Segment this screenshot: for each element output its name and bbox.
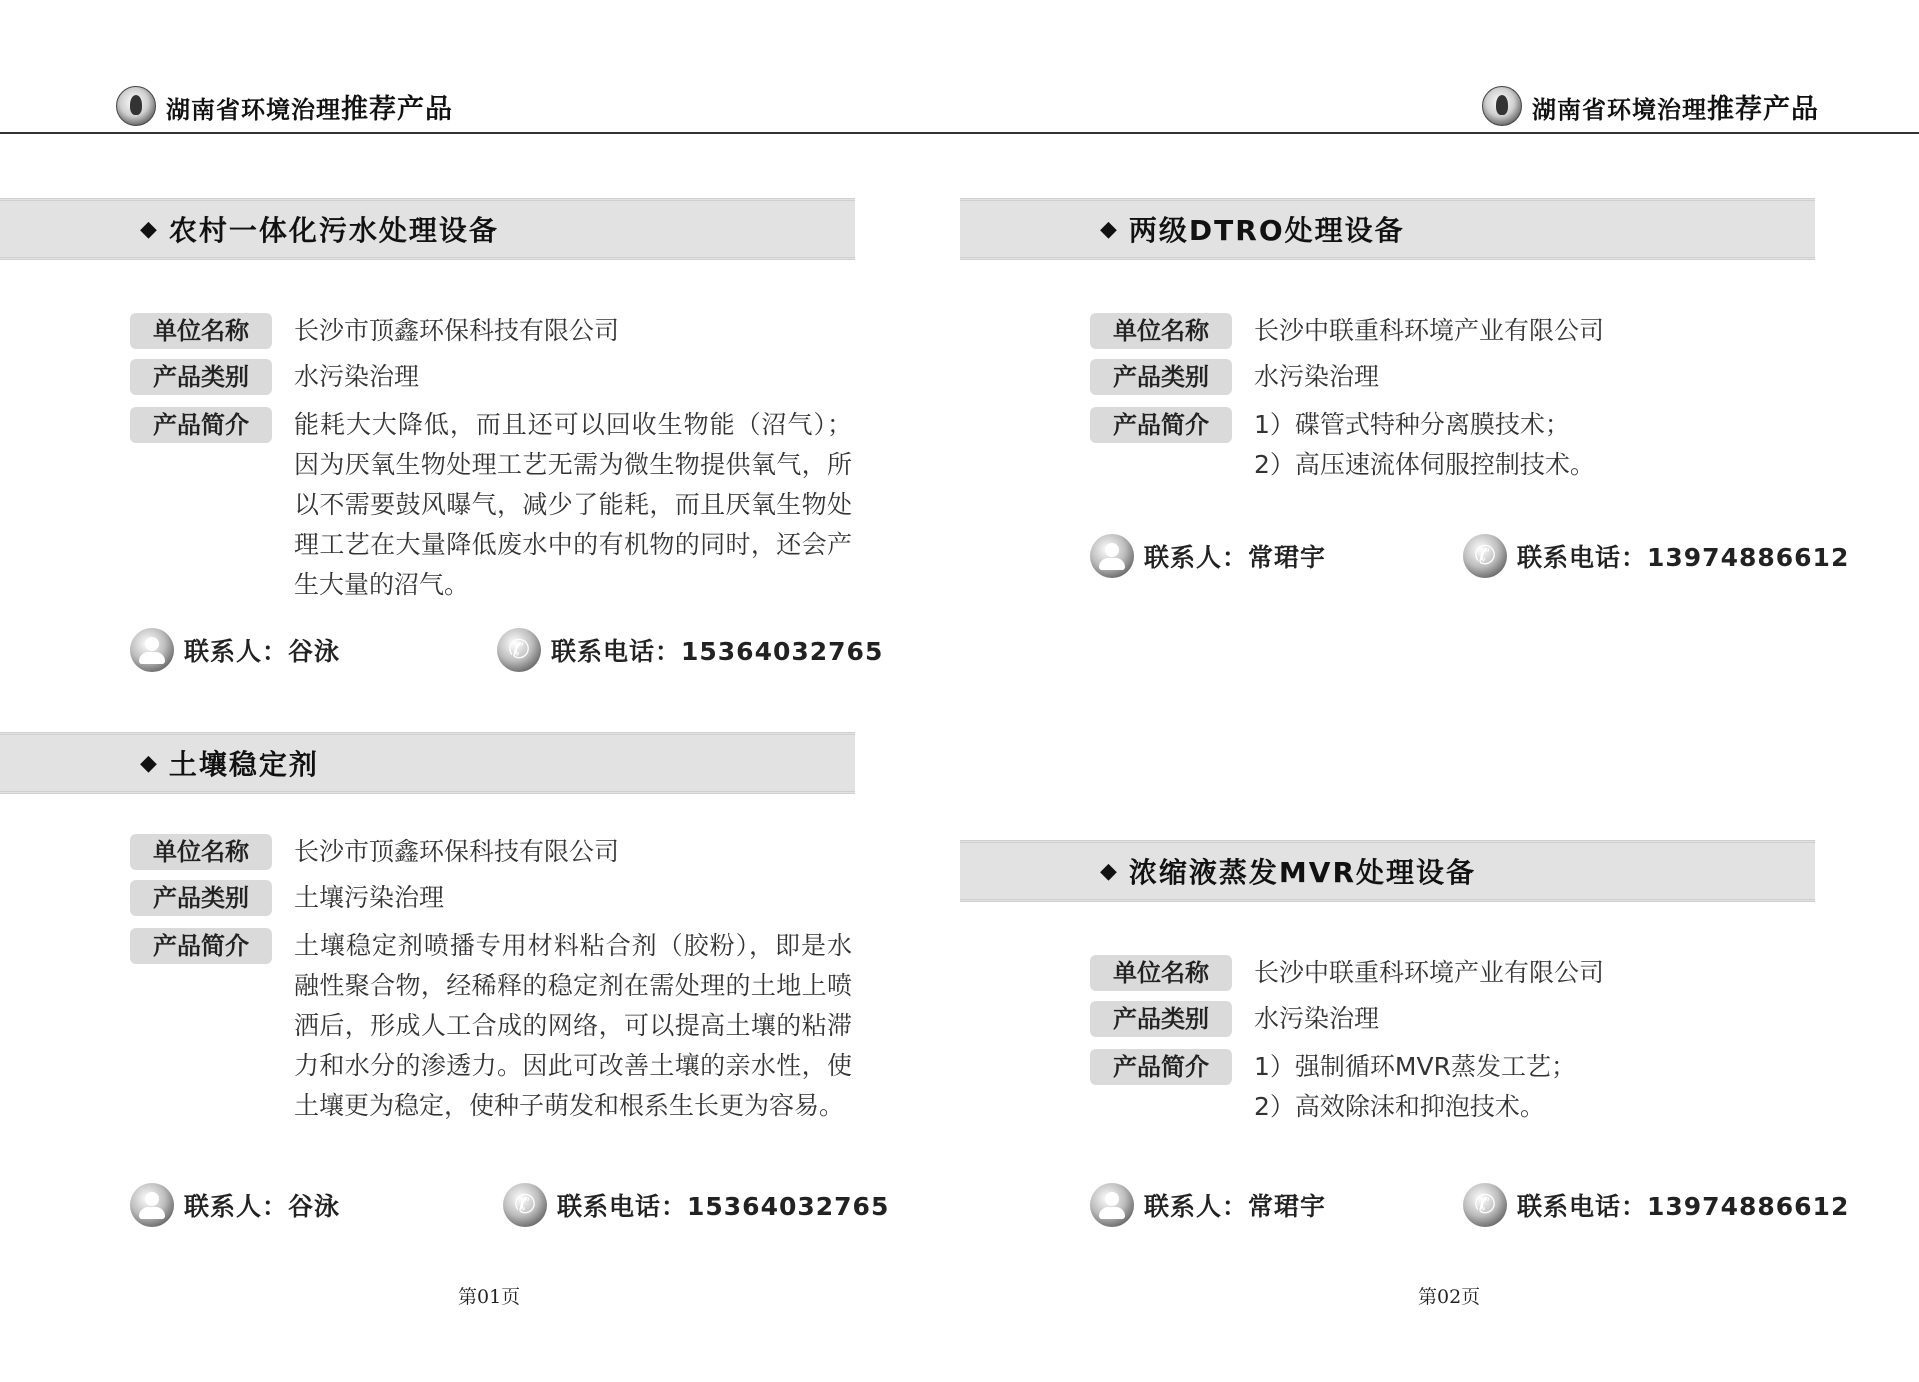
intro-line: 2）高压速流体伺服控制技术。 [1254,450,1595,479]
product-title: 浓缩液蒸发MVR处理设备 [1128,856,1477,889]
unit-value: 长沙市顶鑫环保科技有限公司 [294,837,620,866]
intro-row [130,928,852,1126]
person-icon [130,628,174,672]
category-value: 水污染治理 [294,362,420,391]
intro-row [1090,407,1814,485]
diamond-bullet-icon: ◆ [1100,216,1117,242]
contact-phone-text: 联系电话：15364032765 [557,1192,890,1221]
unit-label: 单位名称 [1090,313,1232,349]
contact-phone-text: 联系电话：13974886612 [1517,543,1850,572]
contact-phone-text: 联系电话：15364032765 [551,637,884,666]
header-title [1532,87,1819,126]
product-title-band [0,732,855,794]
contact-person [1090,1183,1326,1227]
intro-row [130,407,852,605]
header-title-strong: 推荐产品 [341,93,453,125]
unit-value: 长沙市顶鑫环保科技有限公司 [294,316,620,345]
contact-person-text: 联系人：常珺宇 [1144,543,1327,572]
contact-phone [1463,1183,1849,1227]
product-card [960,840,1815,902]
category-label: 产品类别 [130,359,272,395]
category-value: 水污染治理 [1254,362,1380,391]
logo-icon [116,86,156,126]
unit-label: 单位名称 [1090,955,1232,991]
header-left [116,86,453,126]
header-right [1482,86,1819,126]
header-title [166,87,453,126]
logo-icon [1482,86,1522,126]
contact-person-text: 联系人：谷泳 [184,1192,341,1221]
product-title-band [960,198,1815,260]
person-icon [1090,534,1134,578]
page-number: 第02页 [1418,1286,1481,1308]
unit-row [130,313,854,349]
contact-phone [497,628,883,672]
diamond-bullet-icon: ◆ [1100,858,1117,884]
intro-value: 土壤稳定剂喷播专用材料粘合剂（胶粉），即是水融性聚合物，经稀释的稳定剂在需处理的土地上喷洒后，形成人工合成的网络，可以提高土壤的粘滞力和水分的渗透力。因此可改善土壤的亲水性，使土壤更为稳定，使种子萌发和根系生长更为容易。 [294,931,852,1120]
intro-value [1254,405,1814,485]
contact-person-text: 联系人：常珺宇 [1144,1192,1327,1221]
product-card [960,198,1815,260]
product-title-band [0,198,855,260]
contact-phone [503,1183,889,1227]
product-title: 土壤稳定剂 [168,748,319,781]
intro-value: 能耗大大降低，而且还可以回收生物能（沼气）；因为厌氧生物处理工艺无需为微生物提供氧气，所以不需要鼓风曝气，减少了能耗，而且厌氧生物处理工艺在大量降低废水中的有机物的同时，还会产生大量的沼气。 [294,410,852,599]
category-value: 土壤污染治理 [294,883,445,912]
unit-value: 长沙中联重科环境产业有限公司 [1254,316,1605,345]
intro-line: 1）强制循环MVR蒸发工艺； [1254,1052,1576,1081]
contact-person [1090,534,1326,578]
category-value: 水污染治理 [1254,1004,1380,1033]
phone-icon [1463,1183,1507,1227]
person-icon [1090,1183,1134,1227]
header-title-regular: 湖南省环境治理 [166,94,341,124]
phone-icon [503,1183,547,1227]
intro-label: 产品简介 [130,928,272,964]
category-row [130,880,854,916]
page-right [960,0,1919,1382]
product-title: 两级DTRO处理设备 [1128,214,1405,247]
unit-row [1090,313,1814,349]
unit-label: 单位名称 [130,313,272,349]
diamond-bullet-icon: ◆ [140,216,157,242]
contact-person-text: 联系人：谷泳 [184,637,341,666]
category-label: 产品类别 [1090,1001,1232,1037]
contact-person [130,628,340,672]
category-row [1090,359,1814,395]
header-title-strong: 推荐产品 [1707,93,1819,125]
intro-label: 产品简介 [1090,407,1232,443]
header-title-regular: 湖南省环境治理 [1532,94,1707,124]
unit-row [130,834,854,870]
phone-icon [497,628,541,672]
intro-label: 产品简介 [1090,1049,1232,1085]
intro-line: 1）碟管式特种分离膜技术； [1254,410,1570,439]
page-number: 第01页 [458,1286,521,1308]
unit-value: 长沙中联重科环境产业有限公司 [1254,958,1605,987]
category-row [1090,1001,1814,1037]
unit-row [1090,955,1814,991]
person-icon [130,1183,174,1227]
intro-line: 2）高效除沫和抑泡技术。 [1254,1092,1545,1121]
product-title-band [960,840,1815,902]
diamond-bullet-icon: ◆ [140,750,157,776]
intro-value [1254,1047,1814,1127]
category-row [130,359,854,395]
product-card [0,732,855,794]
unit-label: 单位名称 [130,834,272,870]
intro-row [1090,1049,1814,1127]
phone-icon [1463,534,1507,578]
product-card [0,198,855,260]
intro-label: 产品简介 [130,407,272,443]
category-label: 产品类别 [1090,359,1232,395]
contact-person [130,1183,340,1227]
contact-phone-text: 联系电话：13974886612 [1517,1192,1850,1221]
contact-phone [1463,534,1849,578]
product-title: 农村一体化污水处理设备 [168,214,499,247]
category-label: 产品类别 [130,880,272,916]
